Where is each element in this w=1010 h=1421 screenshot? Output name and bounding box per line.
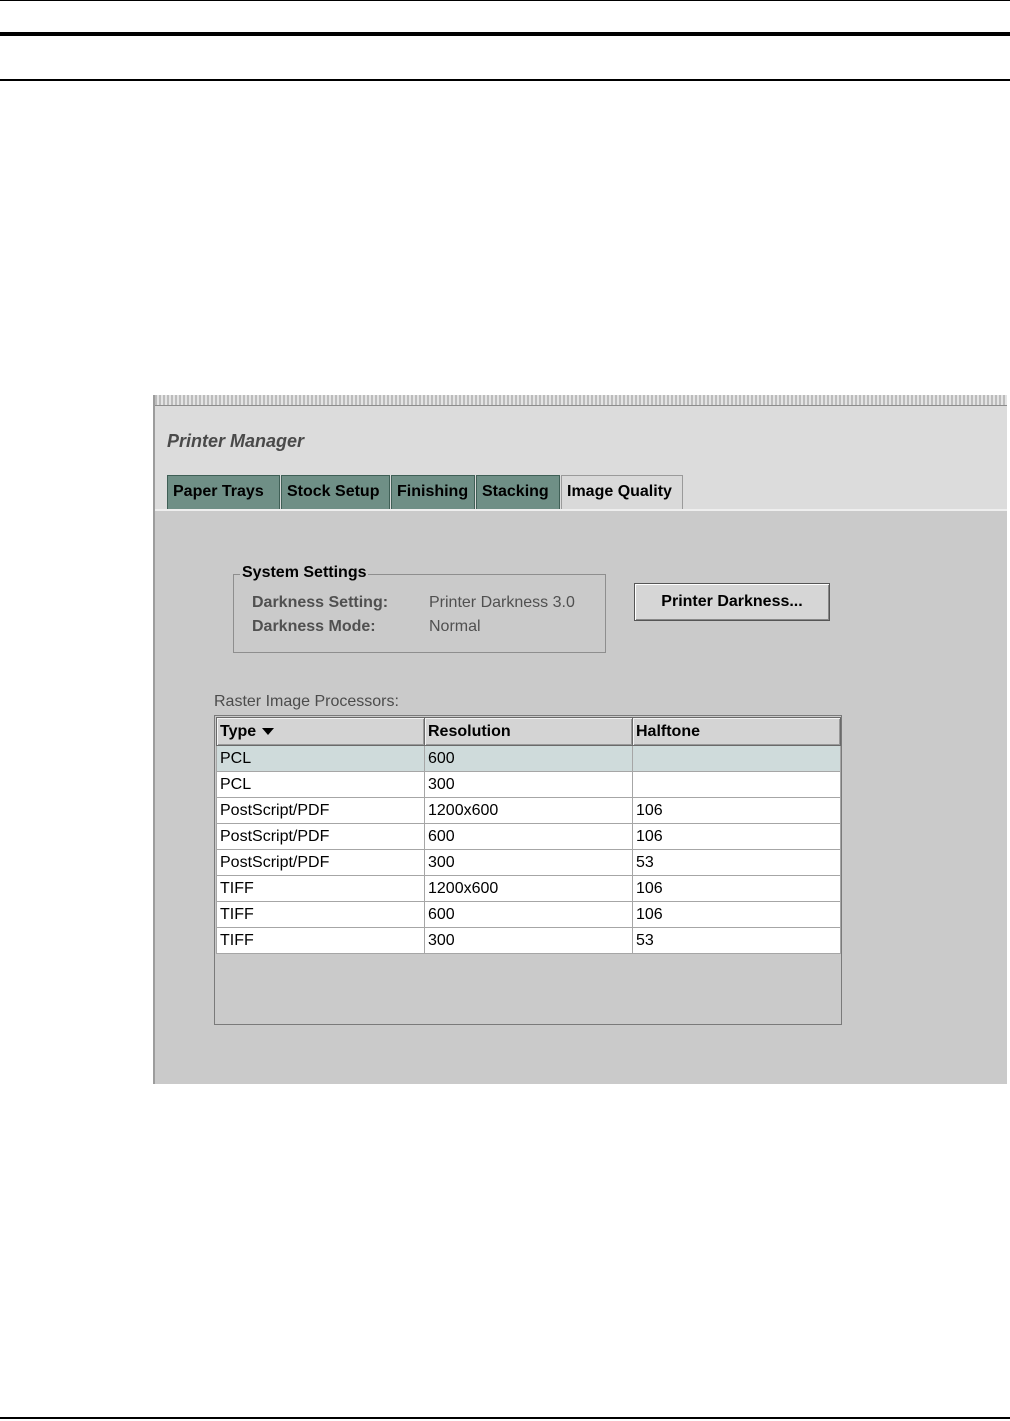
sort-descending-icon [262,728,274,735]
table-header-row [217,718,841,746]
table-row[interactable] [217,824,841,850]
cell-resolution: 600 [425,824,633,850]
cell-halftone: 106 [633,876,841,902]
cell-type: PostScript/PDF [217,850,425,876]
column-header-halftone[interactable] [633,718,841,746]
table-row[interactable] [217,928,841,954]
rip-table [216,717,841,954]
column-header-resolution[interactable] [425,718,633,746]
cell-type: PostScript/PDF [217,798,425,824]
table-body [217,746,841,954]
header-thick-rule [0,32,1010,36]
tab-finishing[interactable]: Finishing [391,475,475,509]
table-row[interactable] [217,876,841,902]
table-row[interactable] [217,798,841,824]
cell-halftone [633,746,841,772]
cell-type: PCL [217,772,425,798]
window-top-border [155,395,1007,406]
tab-image-quality[interactable]: Image Quality [561,475,683,511]
darkness-setting-value: Printer Darkness 3.0 [429,594,575,611]
cell-resolution: 600 [425,902,633,928]
tab-stock-setup[interactable]: Stock Setup [281,475,390,509]
cell-resolution: 600 [425,746,633,772]
column-header-type[interactable] [217,718,425,746]
column-header-label: Halftone [636,722,700,740]
cell-resolution: 300 [425,772,633,798]
header-bottom-rule [0,79,1010,81]
cell-type: TIFF [217,876,425,902]
cell-resolution: 1200x600 [425,798,633,824]
table-row[interactable] [217,902,841,928]
table-row[interactable] [217,772,841,798]
cell-halftone: 106 [633,798,841,824]
table-row[interactable] [217,746,841,772]
app-title: Printer Manager [167,431,305,451]
cell-type: TIFF [217,928,425,954]
cell-resolution: 300 [425,850,633,876]
table-row[interactable] [217,850,841,876]
column-header-label: Type [220,722,257,740]
cell-type: PostScript/PDF [217,824,425,850]
cell-halftone: 106 [633,824,841,850]
cell-resolution: 1200x600 [425,876,633,902]
cell-halftone: 53 [633,928,841,954]
darkness-setting-label: Darkness Setting: [252,594,389,611]
cell-type: PCL [217,746,425,772]
cell-resolution: 300 [425,928,633,954]
rip-table-container [214,715,842,1025]
column-header-label: Resolution [428,722,511,740]
cell-halftone: 53 [633,850,841,876]
system-settings-title: System Settings [242,564,367,581]
cell-halftone: 106 [633,902,841,928]
tab-content-edge [155,509,1007,511]
rip-table-label: Raster Image Processors: [214,693,399,710]
tab-stacking[interactable]: Stacking [476,475,560,509]
darkness-mode-label: Darkness Mode: [252,618,376,635]
cell-type: TIFF [217,902,425,928]
printer-darkness-button[interactable]: Printer Darkness... [634,583,830,621]
page-top-rule [0,0,1010,1]
printer-manager-window [153,395,1007,1084]
tab-paper-trays[interactable]: Paper Trays [167,475,280,509]
footer-rule [0,1417,1010,1419]
darkness-mode-value: Normal [429,618,481,635]
system-settings-group [233,564,606,653]
cell-halftone [633,772,841,798]
